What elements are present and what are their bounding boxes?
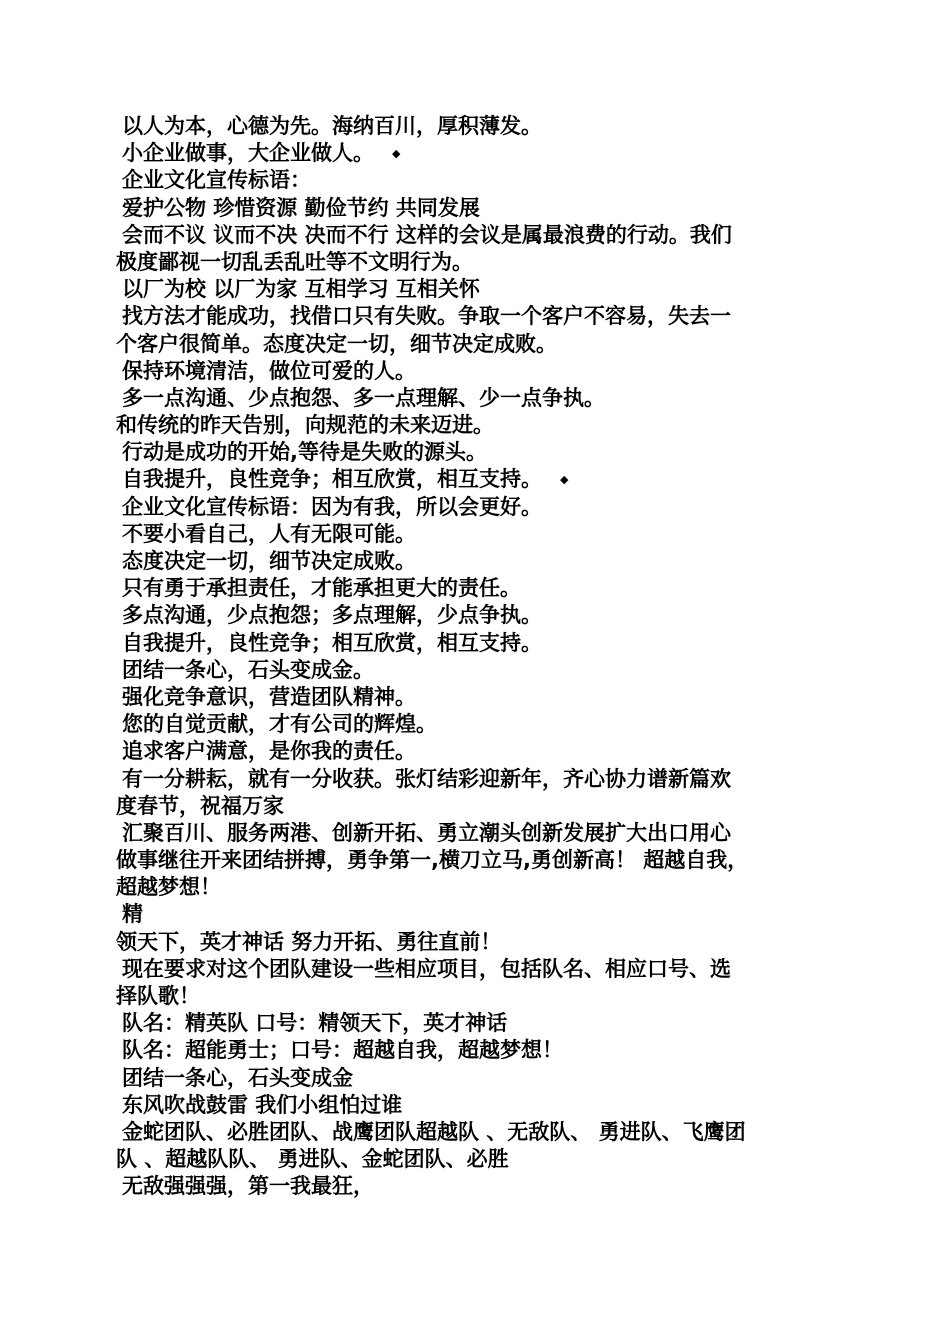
text-line: [116, 140, 828, 167]
text-line: [116, 956, 828, 983]
line-text: 您的自觉贡献，才有公司的辉煌。: [122, 712, 437, 737]
text-line: [116, 385, 828, 412]
text-line: [116, 195, 828, 222]
text-line: [116, 276, 828, 303]
text-line: [116, 657, 828, 684]
line-text: 极度鄙视一切乱丢乱吐等不文明行为。: [116, 249, 473, 274]
text-line: [116, 1010, 828, 1037]
text-line: [116, 249, 828, 276]
text-line: [116, 358, 828, 385]
text-line: [116, 766, 828, 793]
text-line: [116, 439, 828, 466]
line-text: 队名：精英队 口号：精领天下，英才神话: [122, 1011, 508, 1036]
line-text: 领天下，英才神话 努力开拓、勇往直前！: [116, 929, 502, 954]
text-line: [116, 113, 828, 140]
text-line: [116, 466, 828, 493]
text-line: [116, 167, 828, 194]
line-text: 自我提升，良性竞争；相互欣赏，相互支持。: [122, 630, 542, 655]
text-line: [116, 412, 828, 439]
text-line: [116, 1173, 828, 1200]
text-line: [116, 1065, 828, 1092]
text-line: [116, 575, 828, 602]
line-text: 以厂为校 以厂为家 互相学习 互相关怀: [122, 277, 480, 302]
text-line: [116, 1037, 828, 1064]
text-line: [116, 303, 828, 330]
text-line: [116, 711, 828, 738]
text-line: [116, 1092, 828, 1119]
text-line: [116, 548, 828, 575]
line-text: 无敌强强强，第一我最狂，: [122, 1174, 374, 1199]
text-line: [116, 331, 828, 358]
line-text: 会而不议 议而不决 决而不行 这样的会议是属最浪费的行动。我们: [122, 222, 732, 247]
line-text: 金蛇团队、必胜团队、战鹰团队超越队 、无敌队、 勇进队、飞鹰团: [122, 1119, 746, 1144]
line-text: 择队歌！: [116, 984, 200, 1008]
line-text: 保持环境清洁，做位可爱的人。: [122, 358, 416, 383]
text-line: [116, 929, 828, 956]
line-text: 只有勇于承担责任，才能承担更大的责任。: [122, 576, 521, 601]
line-text: 以人为本，心德为先。海纳百川，厚积薄发。: [122, 114, 542, 138]
text-line: [116, 630, 828, 657]
line-text: 团结一条心，石头变成金。: [122, 657, 374, 682]
text-line: [116, 983, 828, 1010]
text-line: [116, 847, 828, 874]
line-text: 队名：超能勇士；口号：超越自我，超越梦想！: [122, 1038, 563, 1063]
text-line: [116, 820, 828, 847]
line-text: 度春节，祝福万家: [116, 793, 284, 818]
line-text: 企业文化宣传标语：: [122, 168, 311, 193]
text-line: [116, 684, 828, 711]
line-text: 行动是成功的开始,等待是失败的源头。: [122, 440, 487, 465]
text-line: [116, 738, 828, 765]
text-line: [116, 602, 828, 629]
text-line: [116, 1119, 828, 1146]
line-text: 自我提升，良性竞争；相互欣赏，相互支持。: [122, 467, 542, 492]
text-line: [116, 1146, 828, 1173]
line-text: 团结一条心，石头变成金: [122, 1065, 353, 1090]
diamond-bullet-icon: ◆: [560, 473, 569, 487]
line-text: 不要小看自己，人有无限可能。: [122, 521, 416, 546]
text-line: [116, 793, 828, 820]
line-text: 东风吹战鼓雷 我们小组怕过谁: [122, 1092, 403, 1117]
diamond-bullet-icon: ◆: [392, 147, 401, 161]
line-text: 态度决定一切，细节决定成败。: [122, 549, 416, 573]
text-line: [116, 874, 828, 901]
line-text: 精: [122, 902, 143, 927]
line-text: 强化竞争意识，营造团队精神。: [122, 684, 416, 709]
text-line: [116, 494, 828, 521]
line-text: 找方法才能成功，找借口只有失败。争取一个客户不容易，失去一: [122, 304, 731, 329]
document-body: [116, 113, 828, 1201]
line-text: 追求客户满意，是你我的责任。: [122, 739, 416, 764]
text-line: [116, 222, 828, 249]
line-text: 超越梦想！: [116, 875, 221, 900]
line-text: 小企业做事，大企业做人。: [122, 141, 374, 166]
line-text: 有一分耕耘，就有一分收获。张灯结彩迎新年，齐心协力谱新篇欢: [122, 766, 731, 791]
line-text: 队 、超越队队、 勇进队、金蛇团队、必胜: [116, 1147, 509, 1172]
text-line: [116, 901, 828, 928]
line-text: 多点沟通，少点抱怨；多点理解，少点争执。: [122, 603, 542, 628]
text-line: [116, 521, 828, 548]
line-text: 企业文化宣传标语：因为有我，所以会更好。: [122, 494, 542, 519]
line-text: 做事继往开来团结拼搏，勇争第一,横刀立马,勇创新高！ 超越自我，: [116, 848, 749, 873]
line-text: 爱护公物 珍惜资源 勤俭节约 共同发展: [122, 195, 480, 220]
line-text: 个客户很简单。态度决定一切，细节决定成败。: [116, 331, 557, 356]
line-text: 现在要求对这个团队建设一些相应项目，包括队名、相应口号、选: [122, 956, 731, 981]
line-text: 汇聚百川、服务两港、创新开拓、勇立潮头创新发展扩大出口用心: [122, 820, 731, 845]
line-text: 和传统的昨天告别，向规范的未来迈进。: [116, 413, 494, 438]
line-text: 多一点沟通、少点抱怨、多一点理解、少一点争执。: [122, 385, 605, 410]
